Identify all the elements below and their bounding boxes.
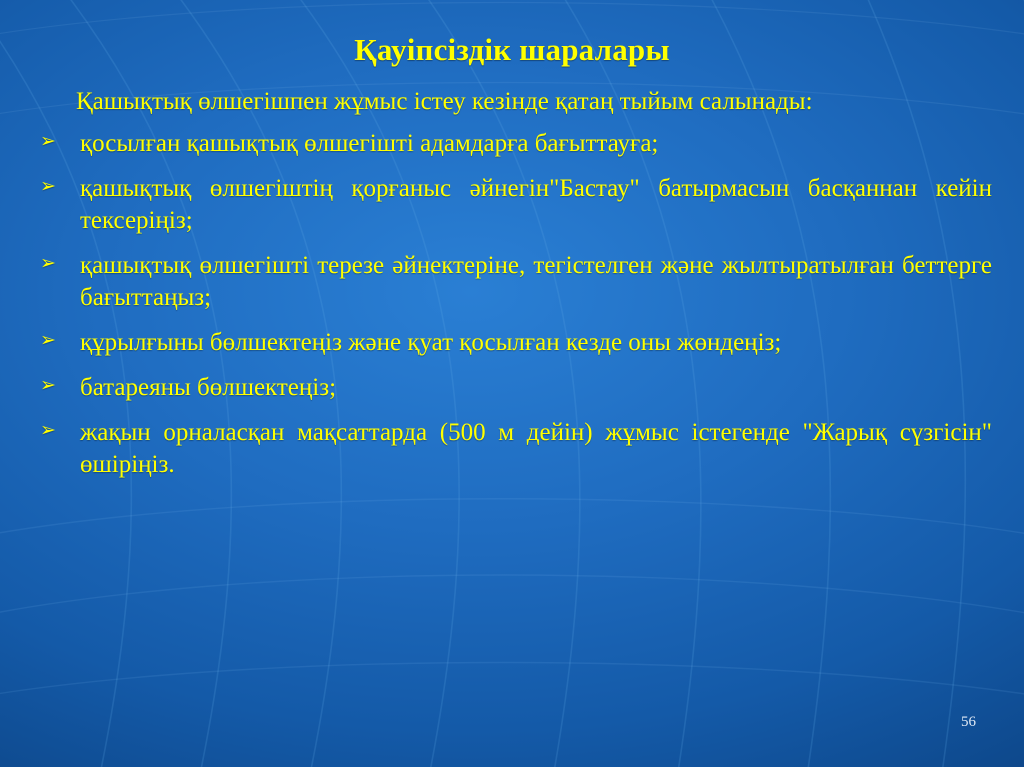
list-item-text: құрылғыны бөлшектеңіз және қуат қосылған кезде оны жөндеңіз; [80,329,782,356]
bullet-arrow-icon: ➢ [40,253,56,274]
list-item [32,417,992,481]
list-item [32,372,992,404]
list-item [32,250,992,314]
list-item-text: қашықтық өлшегіштің қорғаныс әйнегін"Бастау" батырмасын басқаннан кейін тексеріңіз; [80,175,992,234]
page-title: Қауіпсіздік шаралары [354,32,670,67]
bullet-arrow-icon: ➢ [40,131,56,152]
intro-paragraph: Қашықтық өлшегішпен жұмыс істеу кезінде қатаң тыйым салынады: [76,88,813,115]
list-item-text: жақын орналасқан мақсаттарда (500 м дейін) жұмыс істегенде "Жарық сүзгісін" өшіріңіз. [80,419,992,478]
list-item-text: қосылған қашықтық өлшегішті адамдарға бағыттауға; [80,130,659,157]
list-item-text: қашықтық өлшегішті терезе әйнектеріне, тегістелген және жылтыратылған беттерге бағыттаңыз; [80,252,992,311]
bullet-arrow-icon: ➢ [40,420,56,441]
list-item [32,128,992,160]
bullet-arrow-icon: ➢ [40,176,56,197]
list-item [32,327,992,359]
bullet-arrow-icon: ➢ [40,330,56,351]
list-item [32,173,992,237]
bullet-arrow-icon: ➢ [40,375,56,396]
list-item-text: батареяны бөлшектеңіз; [80,374,337,401]
prohibition-list [28,128,996,481]
page-number: 56 [961,714,976,730]
